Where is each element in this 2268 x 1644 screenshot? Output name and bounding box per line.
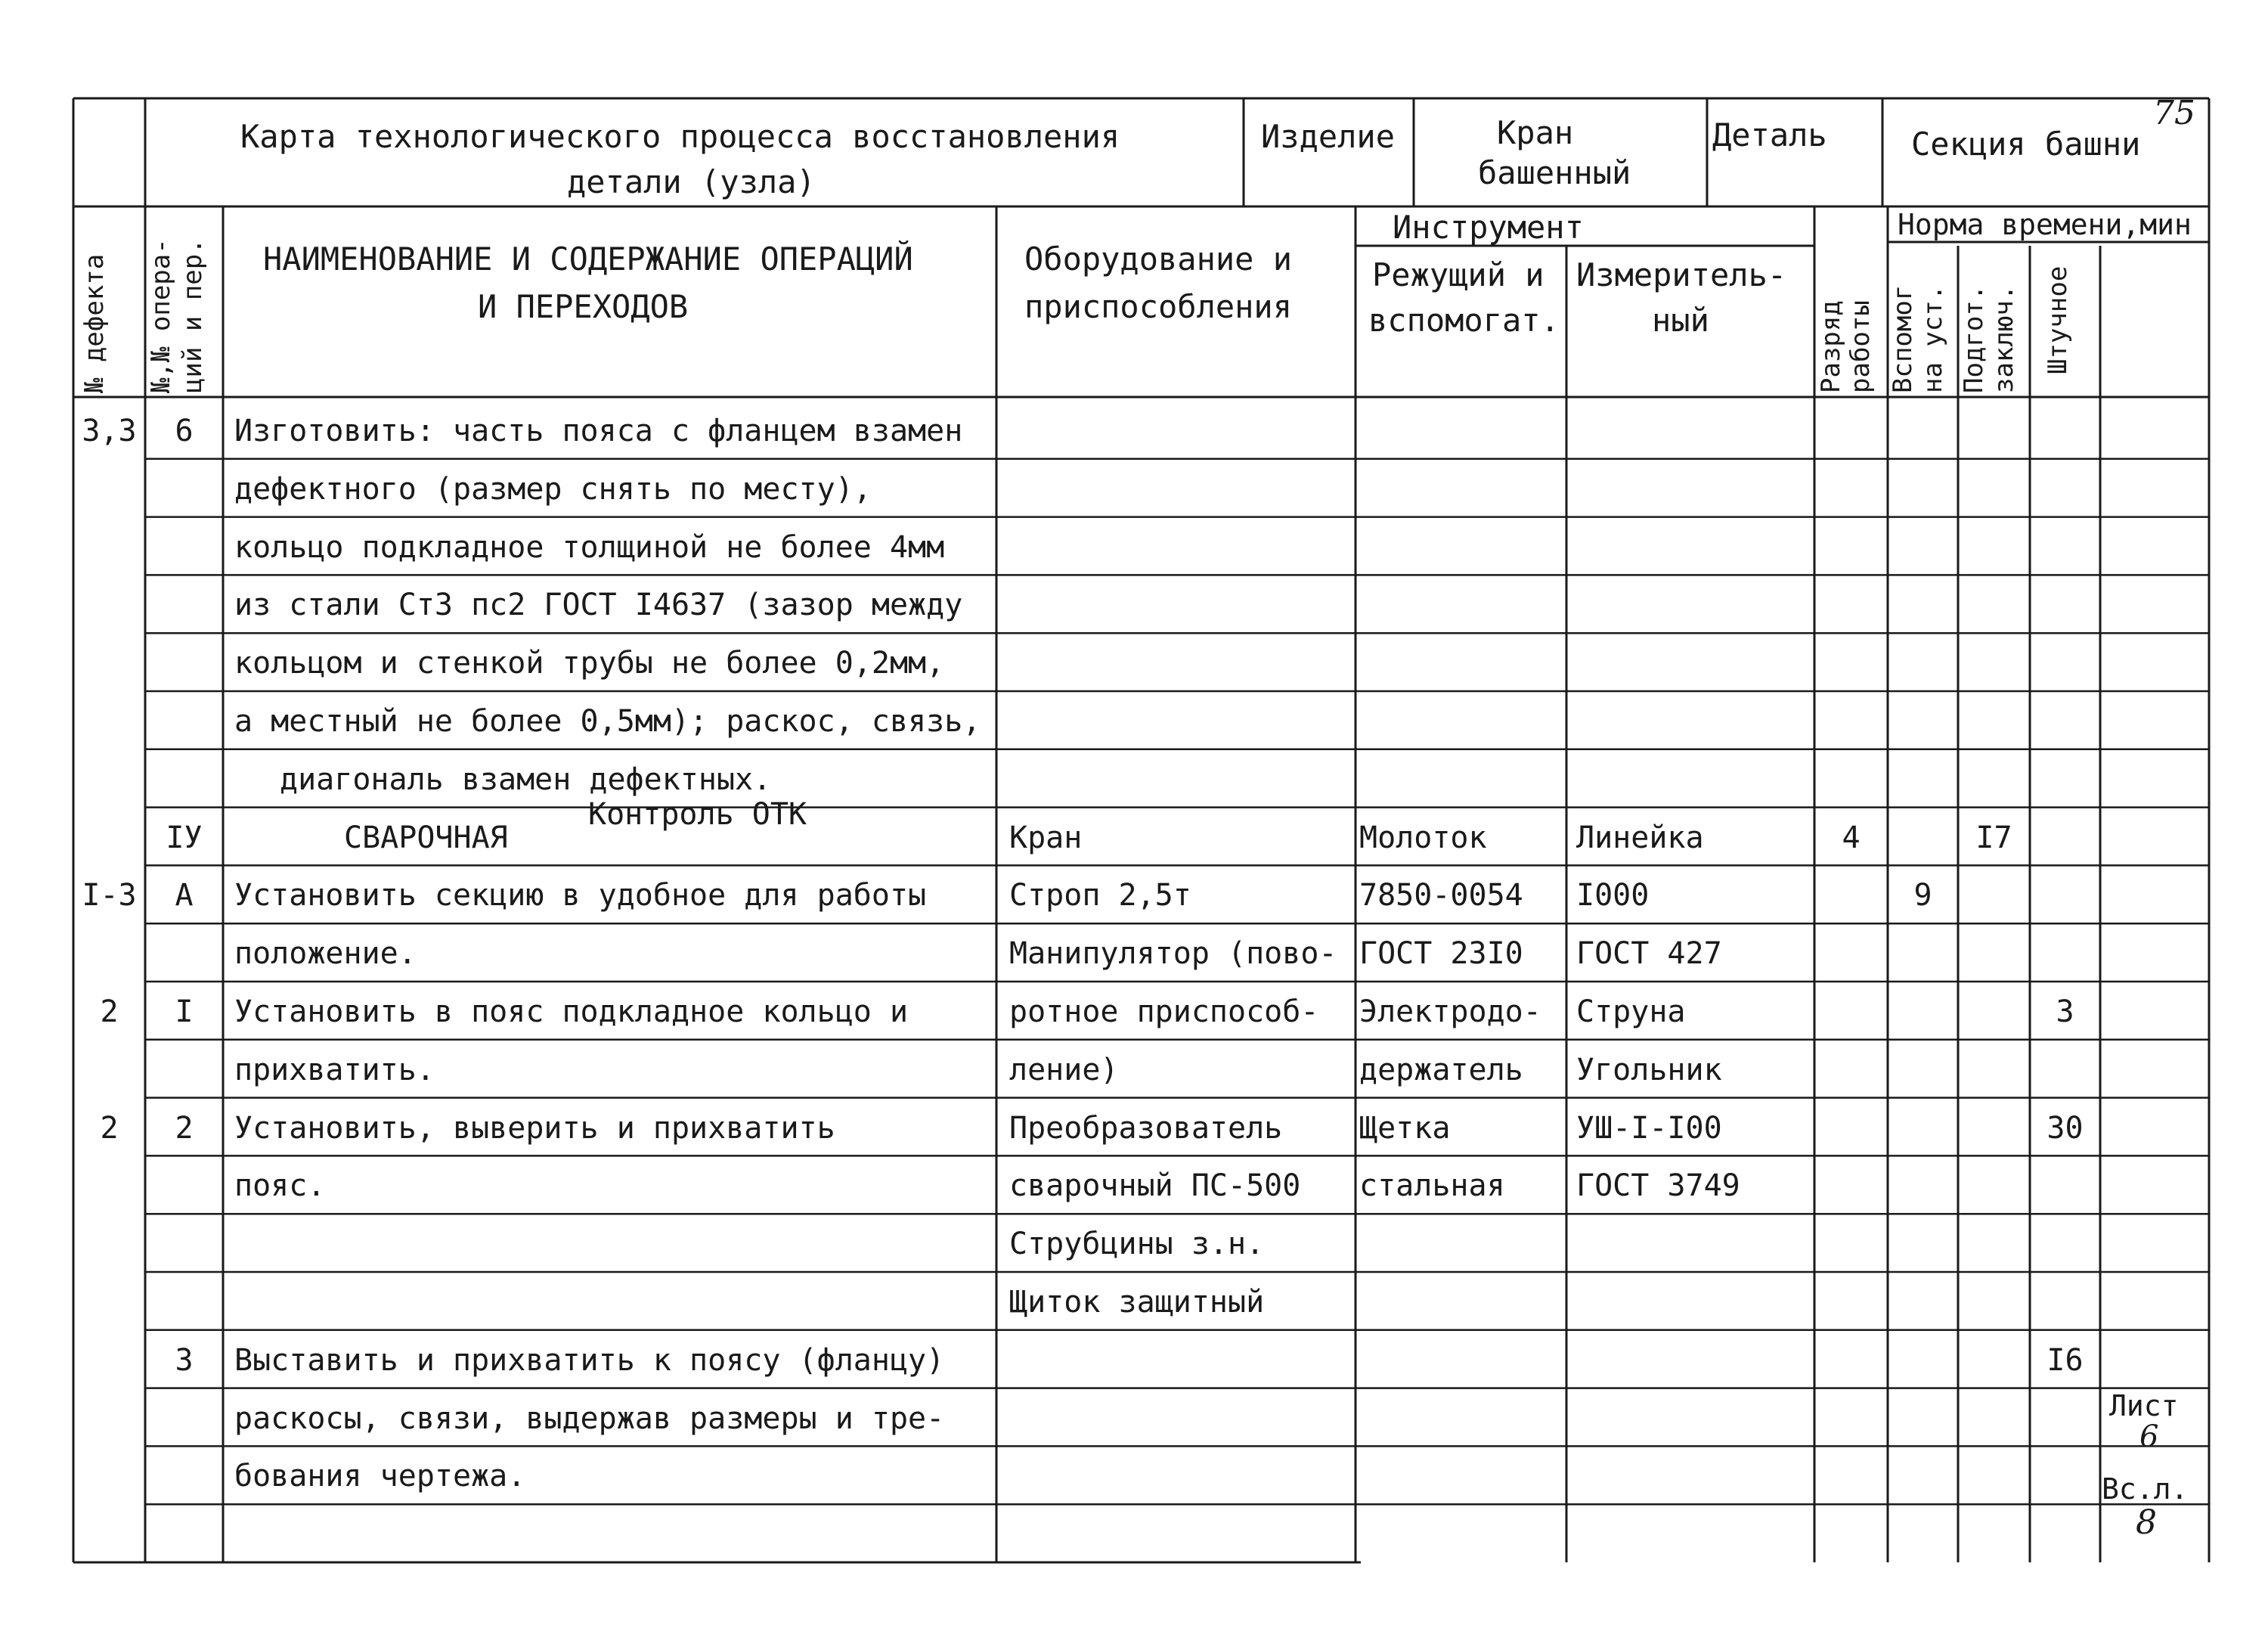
col-header-aux-line2: на уст. xyxy=(1918,284,1948,393)
cell-equipment: Кран xyxy=(1009,820,1083,855)
cell-equipment: Манипулятор (пово- xyxy=(1009,936,1337,972)
page-number: 75 xyxy=(2153,94,2195,132)
col-header-measuring-line1: Измеритель- xyxy=(1576,256,1787,293)
col-header-op-no-line2: ций и пер. xyxy=(178,238,208,393)
cell-defect: I-3 xyxy=(82,878,137,914)
cell-cutting-tool: Молоток xyxy=(1359,820,1487,855)
cell-cutting-tool: 7850-0054 xyxy=(1359,878,1523,914)
cell-measuring-tool: Угольник xyxy=(1576,1052,1722,1087)
col-header-measuring-line2: ный xyxy=(1652,302,1709,339)
cell-operation-text: Изготовить: часть пояса с фланцем взамен xyxy=(234,414,963,448)
card-title-line2: детали (узла) xyxy=(567,163,816,200)
total-sheets-number: 8 xyxy=(2136,1503,2157,1542)
product-value-line2: башенный xyxy=(1478,154,1631,191)
cell-measuring-tool: ГОСТ 3749 xyxy=(1576,1168,1740,1204)
cell-op-no: IУ xyxy=(166,820,203,855)
cell-operation-text: диагональ взамен дефектных. xyxy=(280,762,772,797)
cell-cutting-tool: держатель xyxy=(1359,1052,1523,1087)
col-header-operations-line2: И ПЕРЕХОДОВ xyxy=(478,288,689,325)
otk-control-note: Контроль ОТК xyxy=(588,797,807,832)
cell-prep-time: I7 xyxy=(1975,820,2012,855)
cell-equipment: Щиток защитный xyxy=(1009,1285,1265,1320)
cell-op-no: 3 xyxy=(175,1342,194,1378)
col-header-prep-line2: заключ. xyxy=(1989,284,2019,393)
cell-equipment: ление) xyxy=(1009,1052,1119,1087)
cell-measuring-tool: Струна xyxy=(1576,994,1686,1029)
cell-piece-time: I6 xyxy=(2046,1342,2084,1378)
cell-operation-text: раскосы, связи, выдержав размеры и тре- xyxy=(234,1401,945,1436)
cell-operation-text: положение. xyxy=(234,936,417,972)
cell-operation-text: дефектного (размер снять по месту), xyxy=(234,471,872,507)
card-title-line1: Карта технологического процесса восстановления xyxy=(240,118,1120,155)
col-header-grade-line2: работы xyxy=(1845,300,1876,393)
col-header-aux-line1: Вспомог xyxy=(1888,284,1918,393)
col-header-cutting-line1: Режущий и xyxy=(1372,256,1545,293)
col-header-equipment-line1: Оборудование и xyxy=(1024,240,1293,278)
col-header-time-norm: Норма времени,мин xyxy=(1898,208,2192,241)
cell-measuring-tool: УШ-I-I00 xyxy=(1576,1110,1722,1146)
col-header-defect: № дефекта xyxy=(79,253,110,393)
cell-defect: 2 xyxy=(100,994,119,1029)
cell-operation-text: пояс. xyxy=(234,1168,326,1204)
col-header-operations-line1: НАИМЕНОВАНИЕ И СОДЕРЖАНИЕ ОПЕРАЦИЙ xyxy=(263,240,913,278)
cell-cutting-tool: Щетка xyxy=(1359,1110,1451,1146)
cell-equipment: Струбцины з.н. xyxy=(1009,1227,1265,1262)
cell-piece-time: 3 xyxy=(2056,994,2074,1029)
cell-operation-text: Выставить и прихватить к поясу (фланцу) xyxy=(234,1342,945,1378)
cell-measuring-tool: ГОСТ 427 xyxy=(1576,936,1722,972)
total-sheets-label: Вс.л. xyxy=(2102,1472,2189,1506)
col-header-equipment-line2: приспособления xyxy=(1024,288,1293,325)
cell-operation-text: бования чертежа. xyxy=(234,1459,526,1494)
col-header-tool-group: Инструмент xyxy=(1393,209,1584,246)
cell-operation-text: из стали Ст3 пс2 ГОСТ I4637 (зазор между xyxy=(234,588,963,623)
cell-op-no: 2 xyxy=(175,1110,194,1146)
cell-measuring-tool: Линейка xyxy=(1576,820,1704,855)
cell-operation-text: кольцом и стенкой трубы не более 0,2мм, xyxy=(234,646,945,681)
cell-piece-time: 30 xyxy=(2046,1110,2084,1146)
cell-equipment: сварочный ПС-500 xyxy=(1009,1168,1301,1204)
cell-defect: 3,3 xyxy=(82,414,137,448)
cell-cutting-tool: ГОСТ 23I0 xyxy=(1359,936,1523,972)
cell-op-no: А xyxy=(175,878,194,914)
cell-operation-text: Установить, выверить и прихватить xyxy=(234,1110,835,1146)
sheet-number: 6 xyxy=(2139,1419,2159,1454)
col-header-op-no-line1: №,№ опера- xyxy=(146,238,176,393)
part-label: Деталь xyxy=(1712,116,1827,154)
cell-aux-time: 9 xyxy=(1913,878,1932,914)
cell-grade: 4 xyxy=(1842,820,1861,855)
col-header-grade-line1: Разряд xyxy=(1816,300,1846,393)
cell-operation-text: СВАРОЧНАЯ xyxy=(344,820,508,855)
cell-equipment: Преобразователь xyxy=(1009,1110,1283,1146)
cell-equipment: ротное приспособ- xyxy=(1009,994,1319,1029)
cell-operation-text: Установить секцию в удобное для работы xyxy=(234,878,927,914)
cell-operation-text: а местный не более 0,5мм); раскос, связь, xyxy=(234,704,981,739)
col-header-cutting-line2: вспомогат. xyxy=(1368,302,1560,339)
cell-cutting-tool: стальная xyxy=(1359,1168,1505,1204)
col-header-prep-line1: Подгот. xyxy=(1959,284,1989,393)
product-value-line1: Кран xyxy=(1497,114,1574,151)
sheet-label: Лист xyxy=(2109,1389,2179,1422)
col-header-piece: Штучное xyxy=(2043,265,2073,374)
cell-op-no: 6 xyxy=(175,414,194,448)
cell-equipment: Строп 2,5т xyxy=(1009,878,1191,914)
cell-defect: 2 xyxy=(100,1110,119,1146)
cell-operation-text: кольцо подкладное толщиной не более 4мм xyxy=(234,529,945,565)
cell-cutting-tool: Электродо- xyxy=(1359,994,1541,1029)
cell-operation-text: Установить в пояс подкладное кольцо и xyxy=(234,994,909,1029)
product-label: Изделие xyxy=(1261,118,1396,155)
cell-operation-text: прихватить. xyxy=(234,1052,435,1087)
cell-measuring-tool: I000 xyxy=(1576,878,1650,914)
cell-op-no: I xyxy=(175,994,194,1029)
part-value: Секция башни xyxy=(1911,126,2141,163)
